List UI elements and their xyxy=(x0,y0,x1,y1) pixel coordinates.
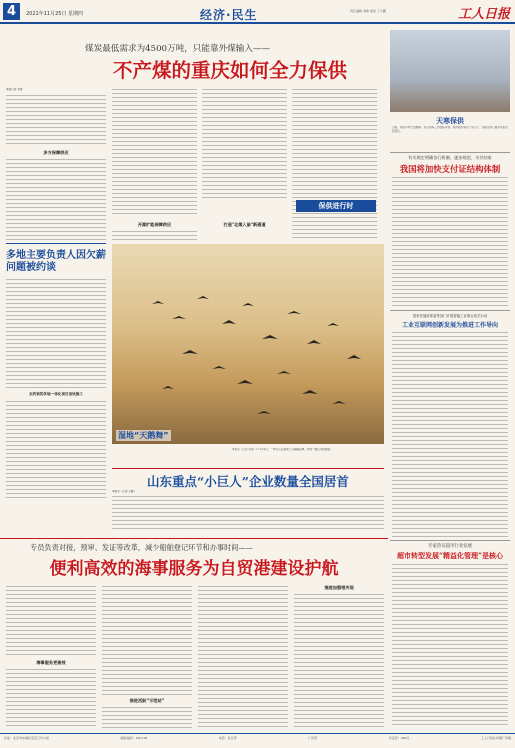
footer-price: 年定价：480元 xyxy=(388,736,410,740)
left-story-rule xyxy=(6,243,106,244)
section-title: 经济·民生 xyxy=(200,8,258,22)
bottom-body-col1b xyxy=(6,668,96,728)
lead-kicker: 煤炭最低需求为4500万吨，只能靠外煤输入—— xyxy=(85,44,271,54)
footer-address: 社址：北京市东城区安定门外大街 xyxy=(4,736,50,740)
mid-story-body xyxy=(112,495,384,531)
bottom-body-col3 xyxy=(198,585,288,728)
sidebar-photo xyxy=(390,30,510,112)
bottom-story-rule xyxy=(0,538,388,539)
photo-caption: 本报讯（记者 李国）11月24日，一群鸟儿在湿地上空翩翩起舞，构成一幅生动的画面。 xyxy=(232,448,333,451)
mid-story-rule xyxy=(112,468,384,469)
left-story-body xyxy=(6,278,106,388)
footer-rule xyxy=(0,733,515,734)
left-headline: 多地主要负责人因欠薪问题被约谈 xyxy=(6,250,106,273)
right-bottom-kicker: 专家热议超市行业发展 xyxy=(428,544,472,549)
lead-body-col2b xyxy=(112,230,197,242)
editors: 责任编辑 刘津 视觉 丁小鹏 xyxy=(350,9,386,13)
page-number-box: 4 xyxy=(3,3,20,20)
lead-body-col1 xyxy=(6,94,106,146)
right-mid-headline: 工业互联网创新发展为推进工作导向 xyxy=(401,322,498,329)
lead-headline: 不产煤的重庆如何全力保供 xyxy=(112,59,347,82)
left-story-body-2 xyxy=(6,400,106,500)
issue-date: 2021年11月25日 星期四 xyxy=(26,11,84,17)
right-mid-rule xyxy=(390,310,510,311)
bottom-body-col2b xyxy=(102,706,192,728)
right-bottom-rule xyxy=(390,540,510,541)
right-mid-body xyxy=(392,331,508,537)
lead-subhead-3: 打造"北煤入渝"新通道 xyxy=(223,222,266,227)
bottom-headline: 便利高效的海事服务为自贸港建设护航 xyxy=(49,559,339,579)
lead-body-col3 xyxy=(202,88,287,200)
lead-subhead-1: 多方保障供应 xyxy=(43,150,69,155)
right-headline: 我国将加快支付证结构体制 xyxy=(399,164,501,174)
right-kicker: 有关规定明确各行机制，逐步规范、支付结束 xyxy=(408,155,492,160)
sidebar-title: 天寒保供 xyxy=(436,117,464,125)
right-story-body xyxy=(392,176,508,306)
footer-postcode: 邮政编码：100718 xyxy=(120,736,148,740)
newspaper-logo: 工人日报 xyxy=(458,7,511,22)
bottom-body-col2 xyxy=(102,585,192,695)
footer-phone: 电话：发行部 xyxy=(218,736,237,740)
box-label-text: 保供进行时 xyxy=(318,202,354,210)
mid-byline: 本报讯（记者 王鹏） xyxy=(112,490,137,493)
box-label xyxy=(296,200,376,212)
bottom-body-col4 xyxy=(294,593,384,728)
lead-body-col2 xyxy=(112,88,197,216)
bottom-kicker: 专员负责对接，预审、发证等改革，减少船舶登记环节和办事时间—— xyxy=(30,543,253,552)
footer-bar xyxy=(4,736,511,740)
main-photo xyxy=(112,244,384,444)
bottom-subhead-2: 推进活跃“示范站” xyxy=(129,698,165,703)
lead-body-col1b xyxy=(6,158,106,240)
right-story-rule xyxy=(390,152,510,153)
footer-ads: 广告部 xyxy=(308,736,318,740)
right-bottom-headline: 超市转型发展“精益化管理”是核心 xyxy=(396,551,504,560)
mid-headline: 山东重点“小巨人”企业数量全国居首 xyxy=(147,474,349,489)
bottom-subhead-3: 推进加强相关现 xyxy=(324,585,354,590)
left-subhead: 去约谈的多地一体化项目加快施工 xyxy=(29,392,83,396)
footer-printer: 工人日报社印刷厂印刷 xyxy=(480,736,511,740)
lead-body-col4 xyxy=(292,88,377,238)
birds-flock xyxy=(112,244,384,444)
lead-subhead-2: 开源扩能保障供应 xyxy=(137,222,172,227)
sidebar-text: 当前，我国多地气温骤降，民生保障工作面临考验。保供稳价事关千家万户，各地各部门要切实担负起责任。 xyxy=(392,126,508,133)
masthead-rule xyxy=(0,22,515,24)
right-bottom-body xyxy=(392,563,508,728)
bottom-body-col1 xyxy=(6,585,96,655)
right-mid-kicker: 国家发展改革委等部门开展智能工业联合攻关行动 xyxy=(412,314,488,318)
lead-byline: 本报记者 李国 xyxy=(6,88,23,91)
bottom-subhead-1: 海事服务更高效 xyxy=(36,660,66,665)
photo-title: 湿地“天鹅舞” xyxy=(118,431,169,440)
